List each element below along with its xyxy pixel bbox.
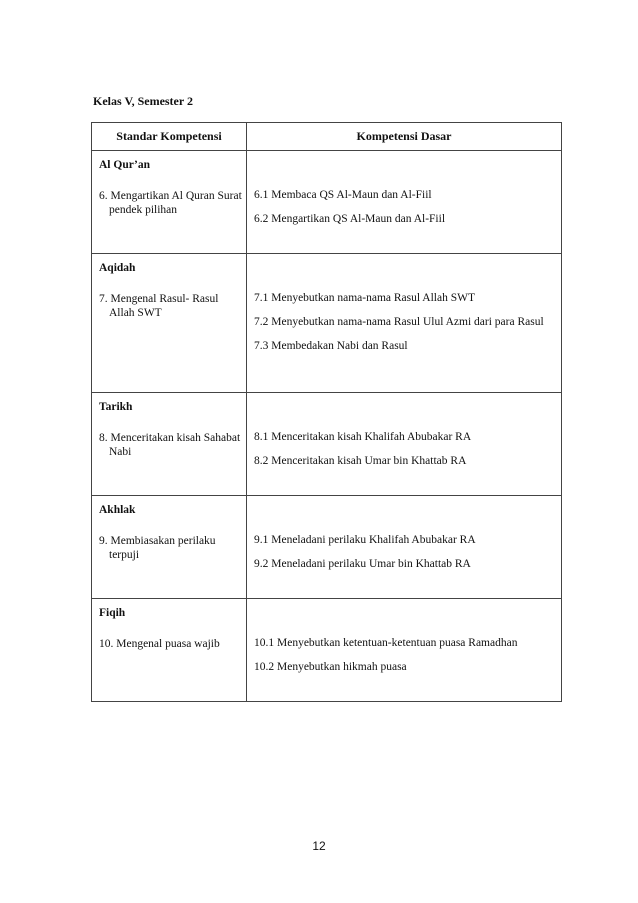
kd-item: 10.2 Menyebutkan hikmah puasa	[254, 661, 407, 673]
kd-item: 7.2 Menyebutkan nama-nama Rasul Ulul Azmi dari para Rasul	[254, 316, 544, 328]
page-heading: Kelas V, Semester 2	[93, 94, 193, 108]
kd-item: 6.1 Membaca QS Al-Maun dan Al-Fiil	[254, 189, 432, 201]
kd-item: 9.2 Meneladani perilaku Umar bin Khattab RA	[254, 558, 471, 570]
kd-cell	[247, 496, 562, 599]
page-number: 12	[312, 839, 326, 853]
kd-item: 7.1 Menyebutkan nama-nama Rasul Allah SWT	[254, 292, 476, 304]
sk-cell	[92, 254, 247, 393]
sk-cell	[92, 599, 247, 702]
sk-text: 9. Membiasakan perilaku terpuji	[99, 535, 216, 561]
table-row-aqidah	[92, 254, 562, 393]
table-row-akhlak	[92, 496, 562, 599]
kd-cell	[247, 393, 562, 496]
category-label: Fiqih	[99, 607, 126, 619]
category-label: Tarikh	[99, 401, 133, 413]
kd-item: 10.1 Menyebutkan ketentuan-ketentuan puasa Ramadhan	[254, 637, 518, 649]
kd-cell	[247, 254, 562, 393]
table-header-row	[92, 123, 562, 151]
table-row-tarikh	[92, 393, 562, 496]
kd-cell	[247, 599, 562, 702]
table-row-alquran	[92, 151, 562, 254]
sk-cell	[92, 496, 247, 599]
category-label: Aqidah	[99, 262, 136, 274]
category-label: Akhlak	[99, 504, 136, 516]
kd-item: 8.2 Menceritakan kisah Umar bin Khattab RA	[254, 455, 467, 467]
sk-cell	[92, 393, 247, 496]
kd-item: 7.3 Membedakan Nabi dan Rasul	[254, 340, 408, 352]
category-label: Al Qur’an	[99, 159, 151, 171]
table-row-fiqih	[92, 599, 562, 702]
sk-text: 10. Mengenal puasa wajib	[99, 638, 220, 650]
sk-cell	[92, 151, 247, 254]
kd-item: 6.2 Mengartikan QS Al-Maun dan Al-Fiil	[254, 213, 446, 225]
kd-item: 8.1 Menceritakan kisah Khalifah Abubakar RA	[254, 431, 472, 443]
header-standar-kompetensi: Standar Kompetensi	[92, 123, 247, 151]
header-kompetensi-dasar: Kompetensi Dasar	[247, 123, 562, 151]
kd-item: 9.1 Meneladani perilaku Khalifah Abubakar RA	[254, 534, 476, 546]
kd-cell	[247, 151, 562, 254]
sk-text: 6. Mengartikan Al Quran Surat pendek pilihan	[99, 190, 242, 216]
sk-text: 8. Menceritakan kisah Sahabat Nabi	[99, 432, 241, 458]
competency-table	[91, 122, 562, 702]
sk-text: 7. Mengenal Rasul- Rasul Allah SWT	[99, 293, 219, 319]
